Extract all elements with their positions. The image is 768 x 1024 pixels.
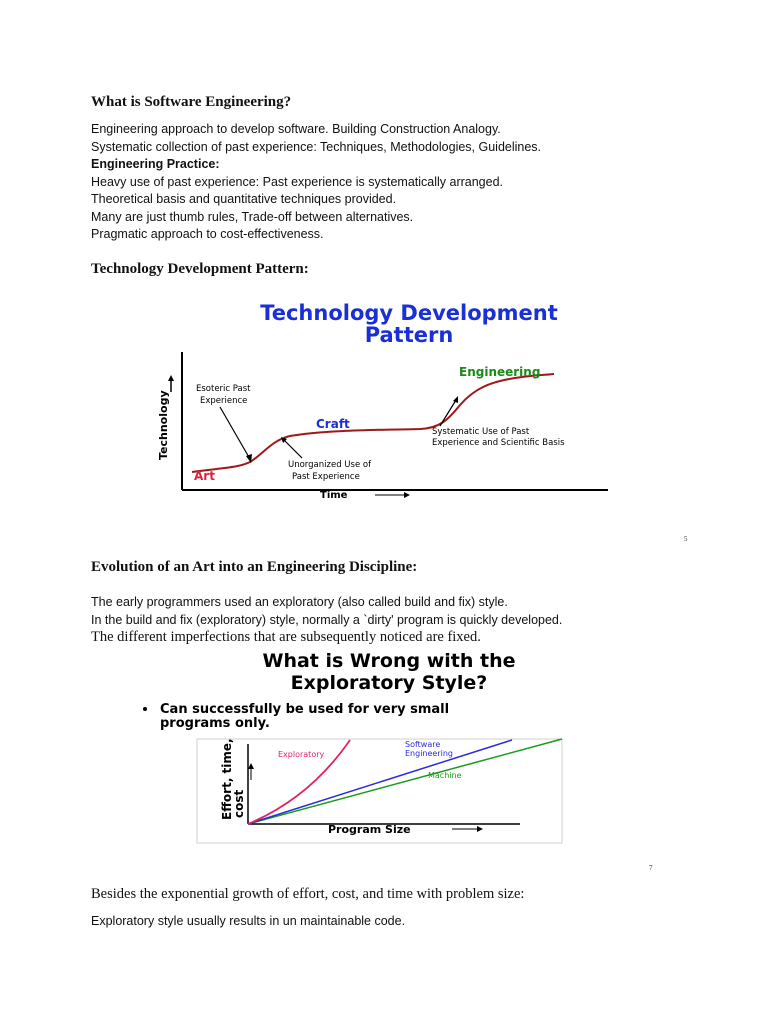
bullet-dot (143, 707, 147, 711)
body-line: Engineering approach to develop software. Building Construction Analogy. (91, 122, 501, 136)
body-line: Theoretical basis and quantitative techniques provided. (91, 192, 397, 206)
figure1-title-line2: Pattern (364, 323, 454, 347)
figure2-ylabel-line2: cost (232, 789, 246, 818)
technology-development-figure (150, 290, 620, 505)
stage-art-label: Art (194, 469, 215, 483)
section3-body (91, 594, 562, 629)
figure1-title-line1: Technology Development (260, 301, 558, 325)
machine-label: Machine (428, 771, 462, 780)
body-line: Systematic collection of past experience: Techniques, Methodologies, Guidelines. (91, 139, 542, 154)
section4-serif-line: Besides the exponential growth of effort, cost, and time with problem size: (91, 886, 525, 902)
page-number-7: 7 (649, 864, 653, 872)
body-subheading: Engineering Practice: (91, 157, 220, 171)
note-unorganized-arrow (284, 440, 302, 458)
section4-body-line: Exploratory style usually results in un maintainable code. (91, 914, 406, 928)
note-systematic-line1: Systematic Use of Past (432, 427, 530, 437)
body-line: Pragmatic approach to cost-effectiveness. (91, 227, 324, 241)
figure2-bullet-line1: Can successfully be used for very small (160, 702, 450, 717)
section1-body (91, 121, 541, 244)
note-esoteric-line2: Experience (200, 396, 248, 406)
note-esoteric-arrow (220, 407, 250, 459)
body-line: The early programmers used an exploratory (also called build and fix) style. (91, 595, 508, 609)
figure2-ylabel-line1: Effort, time, (220, 738, 234, 820)
section-heading-what-is-se: What is Software Engineering? (91, 94, 292, 110)
page-number-5: 5 (684, 535, 688, 543)
figure1-xlabel: Time (320, 490, 348, 501)
exploratory-style-figure (130, 648, 630, 846)
figure1-ylabel: Technology (157, 390, 170, 460)
body-line: In the build and fix (exploratory) style, normally a `dirty' program is quickly developed. (91, 612, 563, 627)
figure2-xlabel: Program Size (328, 823, 411, 836)
figure2-title-line1: What is Wrong with the (262, 650, 516, 672)
figure2-bullet-line2: programs only. (160, 716, 270, 731)
section3-serif-line: The different imperfections that are subsequently noticed are fixed. (91, 629, 481, 645)
exploratory-label: Exploratory (278, 750, 325, 759)
section-heading-tech-pattern: Technology Development Pattern: (91, 261, 309, 277)
note-esoteric-line1: Esoteric Past (196, 384, 251, 394)
body-line: Many are just thumb rules, Trade-off between alternatives. (91, 209, 414, 224)
stage-craft-label: Craft (316, 417, 350, 431)
note-systematic-line2: Experience and Scientific Basis (432, 438, 565, 448)
figure2-title-line2: Exploratory Style? (290, 672, 488, 694)
software-engineering-label-line1: Software (405, 740, 441, 749)
stage-engineering-label: Engineering (459, 365, 541, 379)
body-line: Heavy use of past experience: Past experience is systematically arranged. (91, 174, 504, 189)
note-unorganized-line1: Unorganized Use of (288, 460, 372, 470)
section-heading-evolution: Evolution of an Art into an Engineering Discipline: (91, 559, 418, 575)
software-engineering-label-line2: Engineering (405, 749, 453, 758)
note-unorganized-line2: Past Experience (292, 472, 360, 482)
